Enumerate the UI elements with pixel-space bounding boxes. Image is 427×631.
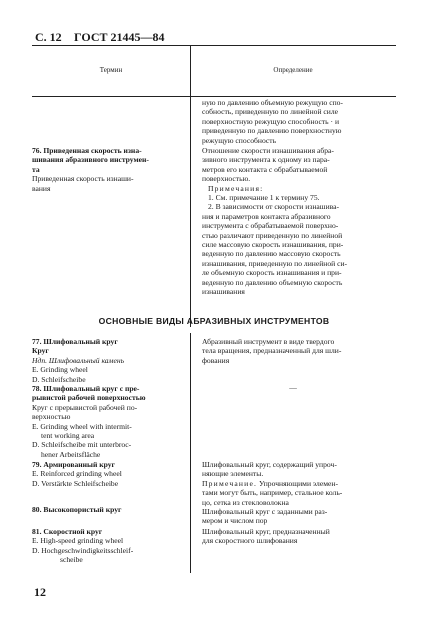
term-81-definition	[202, 527, 330, 546]
term-81	[32, 527, 133, 565]
notes-title: Примечания:	[208, 183, 264, 193]
text-line: Отношение скорости изнашивания абра-	[202, 146, 334, 155]
text-line: изнашивания	[202, 287, 245, 297]
text-line: Шлифовальный круг, содержащий упроч-	[202, 460, 337, 469]
text-line: мером и числом пор	[202, 516, 268, 526]
section-title: ОСНОВНЫЕ ВИДЫ АБРАЗИВНЫХ ИНСТРУМЕНТОВ	[98, 316, 330, 326]
term-title: шивания абразивного инструмен-	[32, 155, 149, 165]
term-title: 76. Приведенная скорость изна-	[32, 146, 142, 155]
term-title: 79. Армированный круг	[32, 460, 115, 469]
text-line: ную по давлению объемную режущую спо-	[202, 98, 343, 107]
term-english: E. Grinding wheel with intermit-	[32, 421, 132, 431]
term-79-definition	[202, 460, 342, 507]
term-synonym: Круг с прерывистой рабочей по-	[32, 402, 138, 412]
column-divider	[190, 45, 191, 327]
note-text: Упрочняющими элемен-	[259, 478, 338, 488]
term-german: D. Hochgeschwindigkeitsschleif-	[32, 545, 134, 555]
term-english: E. High-speed grinding wheel	[32, 536, 124, 546]
term-english: E. Reinforced grinding wheel	[32, 469, 122, 479]
text-line: 2. В зависимости от скорости изнашива-	[208, 202, 340, 212]
term-80-definition	[202, 507, 327, 526]
text-line: веденную по давлению массовую скорость	[202, 249, 341, 259]
text-line: Абразивный инструмент в виде твердого	[202, 337, 335, 346]
text-line: веденную по давлению объемную скорость	[202, 277, 343, 287]
text-line: изнашивания, приведенную по линейной си-	[202, 258, 348, 268]
text-line: зивного инструмента к одному из пара-	[202, 155, 330, 165]
text-line: Шлифовальный круг, предназначенный	[202, 527, 330, 536]
term-german: D. Verstärkte Schleifscheibe	[32, 478, 119, 488]
table-top-rule	[32, 45, 396, 46]
text-line: приведенную по давлению поверхностную	[202, 126, 342, 136]
continued-definition	[202, 98, 343, 145]
term-english: E. Grinding wheel	[32, 365, 88, 375]
term-title: 80. Высокопористый круг	[32, 505, 122, 514]
term-synonym: вания	[32, 183, 51, 193]
text-line: тами могут быть, например, стальное коль-	[202, 488, 343, 498]
term-english: tent working area	[41, 431, 95, 441]
term-title: 78. Шлифовальный круг с пре-	[32, 384, 140, 393]
page-ref: С. 12	[35, 30, 62, 44]
term-title: рывистой рабочей поверхностью	[32, 393, 146, 403]
text-line: фования	[202, 355, 230, 365]
definition-column-header: Определение	[273, 66, 313, 74]
term-78	[32, 384, 146, 459]
table-header-rule	[32, 96, 396, 97]
term-synonym: Круг	[32, 346, 49, 356]
term-column-header: Термин	[99, 66, 123, 74]
text-line: поверхностную режущую способность · и	[202, 116, 340, 126]
text-line: инструмента с обрабатываемой поверхно-	[202, 221, 339, 231]
term-synonym: верхностью	[32, 412, 71, 422]
term-german: D. Schleifscheibe	[32, 374, 86, 384]
term-79	[32, 460, 122, 488]
footer-page-number: 12	[34, 585, 46, 599]
term-78-definition: —	[289, 383, 297, 392]
text-line: няющие элементы.	[202, 469, 264, 479]
term-title: та	[32, 164, 40, 174]
text-line: метров его контакта с обрабатываемой	[202, 164, 328, 174]
term-german: hener Arbeitsfläche	[41, 449, 101, 459]
text-line: тела вращения, предназначенный для шли-	[202, 346, 342, 356]
text-line: цо, сетка из стекловолокна	[202, 497, 289, 507]
standard-number: ГОСТ 21445—84	[74, 30, 165, 44]
text-line: собность, приведенную по линейной силе	[202, 107, 339, 117]
term-77-definition	[202, 337, 341, 365]
term-76	[32, 146, 149, 193]
column-divider-2	[190, 333, 191, 573]
text-line: стью различают приведенную по линейной	[202, 230, 343, 240]
text-line: режущую способность	[202, 135, 277, 145]
note-line	[202, 479, 342, 488]
term-title: 77. Шлифовальный круг	[32, 337, 118, 346]
term-deprecated: Ндп. Шлифовальный камень	[32, 355, 125, 365]
text-line: ле объемную скорость изнашивания и при-	[202, 268, 342, 278]
text-line: силе массовую скорость изнашивания, при-	[202, 240, 344, 250]
term-german: D. Schleifscheibe mit unterbroc-	[32, 440, 132, 450]
text-line: поверхностью.	[202, 174, 251, 184]
term-77	[32, 337, 124, 384]
term-title: 81. Скоростной круг	[32, 527, 103, 536]
term-german: scheibe	[60, 555, 83, 565]
text-line: для скоростного шлифования	[202, 536, 298, 546]
note-label: Примечание.	[202, 478, 258, 488]
text-line: Шлифовальный круг с заданными раз-	[202, 507, 328, 516]
term-76-definition	[202, 146, 347, 297]
text-line: 1. См. примечание 1 к термину 75.	[208, 193, 320, 203]
term-synonym: Приведенная скорость изнаши-	[32, 174, 134, 184]
term-80	[32, 505, 121, 514]
text-line: ния и параметров контакта абразивного	[202, 211, 331, 221]
